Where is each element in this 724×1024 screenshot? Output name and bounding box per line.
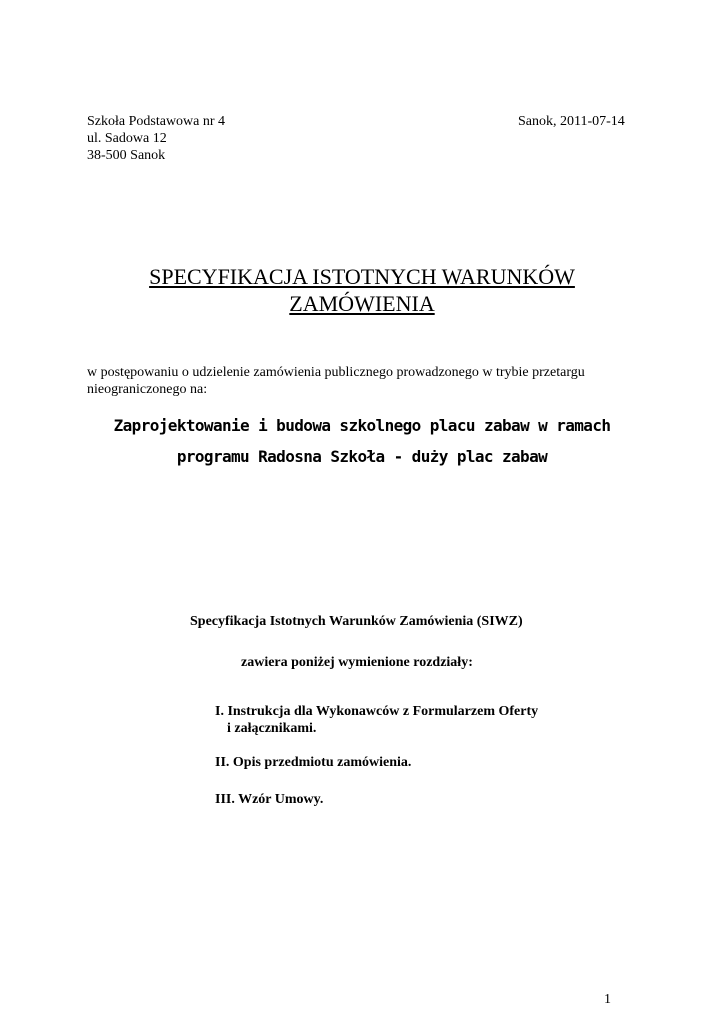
document-title-line1: SPECYFIKACJA ISTOTNYCH WARUNKÓW	[149, 264, 575, 289]
chapter-item-2: II. Opis przedmiotu zamówienia.	[215, 755, 412, 770]
intro-line1: w postępowaniu o udzielenie zamówienia publicznego prowadzonego w trybie przetargu	[87, 365, 585, 380]
school-name: Szkoła Podstawowa nr 4	[87, 114, 226, 129]
document-title-line2: ZAMÓWIENIA	[289, 291, 435, 316]
subject-line2: programu Radosna Szkoła - duży plac zabaw	[176, 447, 548, 466]
subject-line1: Zaprojektowanie i budowa szkolnego placu zabaw w ramach	[113, 416, 611, 435]
chapter-item-1-continuation: i załącznikami.	[227, 721, 317, 736]
siwz-heading: Specyfikacja Istotnych Warunków Zamówienia (SIWZ)	[190, 614, 523, 629]
intro-line2: nieograniczonego na:	[87, 382, 208, 397]
chapter-item-3: III. Wzór Umowy.	[215, 792, 324, 807]
page-number: 1	[604, 992, 611, 1007]
intro-paragraph	[87, 364, 647, 398]
sender-address	[87, 113, 225, 164]
school-postal-city: 38-500 Sanok	[87, 148, 166, 163]
chapter-list	[215, 703, 538, 808]
school-street: ul. Sadowa 12	[87, 131, 167, 146]
place-date: Sanok, 2011-07-14	[518, 114, 625, 129]
chapter-item-1: I. Instrukcja dla Wykonawców z Formularzem Oferty	[215, 704, 539, 719]
contains-line: zawiera poniżej wymienione rozdziały:	[241, 655, 473, 670]
